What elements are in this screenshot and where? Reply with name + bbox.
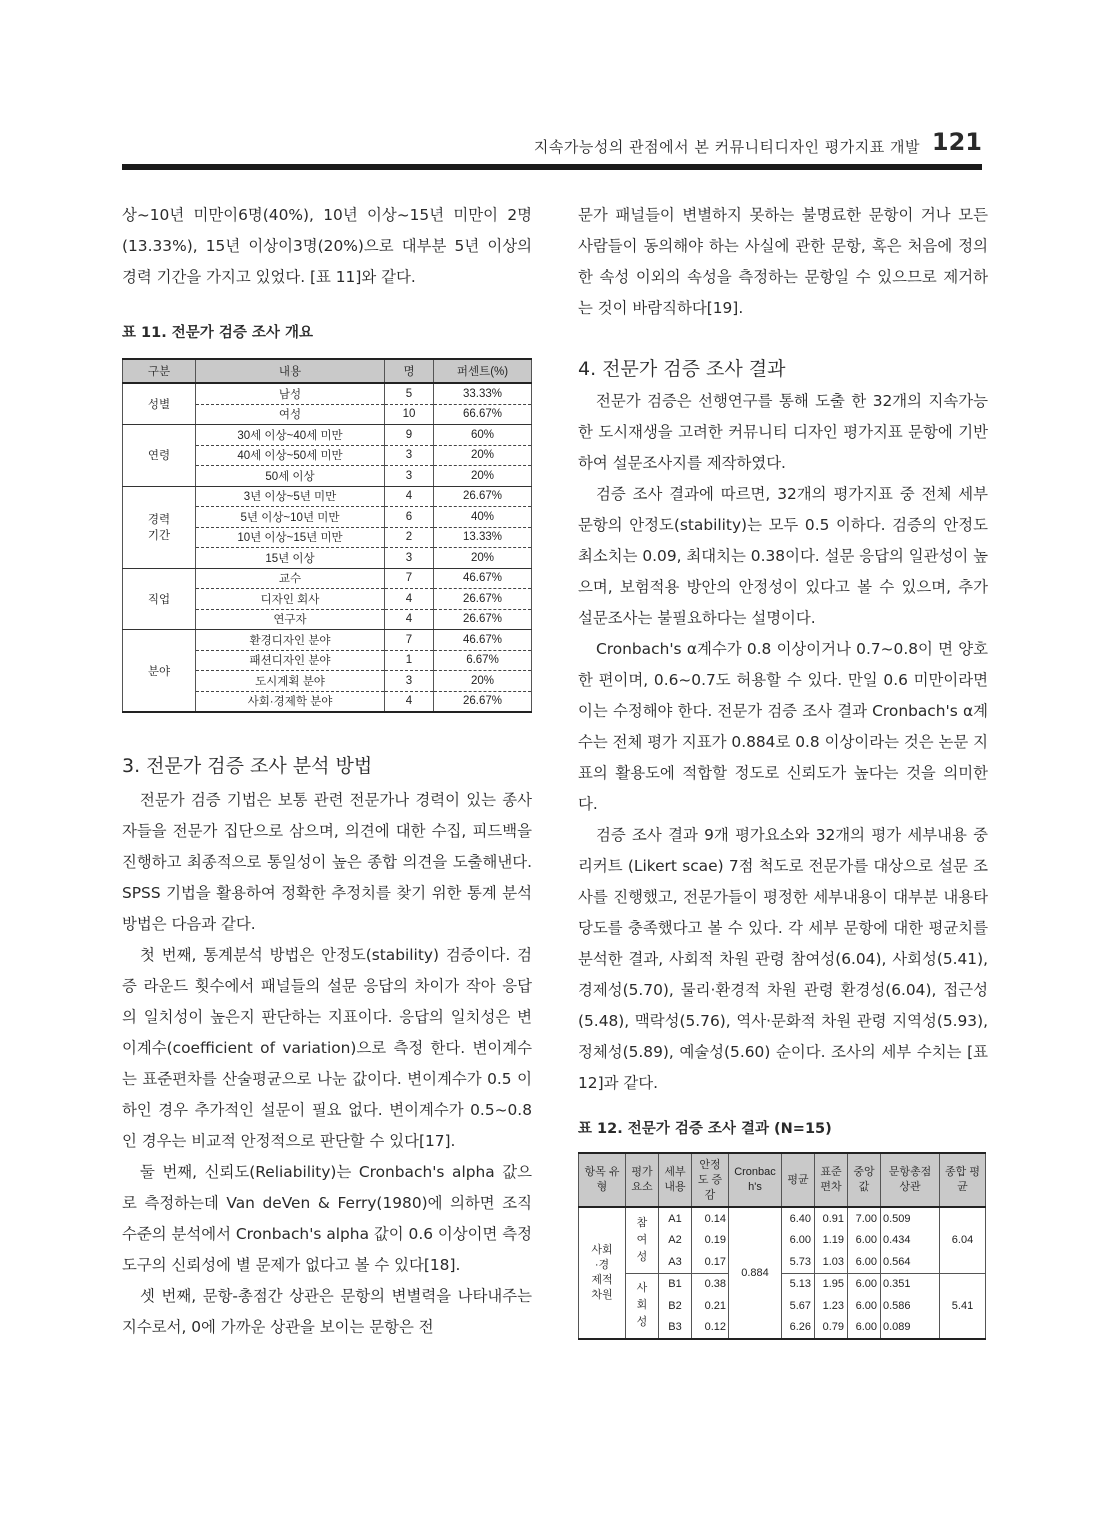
table-cell: 4	[385, 486, 434, 507]
table-cell: 패션디자인 분야	[196, 650, 385, 671]
table-cell: 33.33%	[434, 383, 532, 404]
table-cell: 20%	[434, 671, 532, 692]
table-cell: 15년 이상	[196, 548, 385, 569]
table-cell: 0.564	[881, 1251, 940, 1273]
table-cell: 7	[385, 568, 434, 589]
table-row	[123, 425, 532, 446]
table-12	[578, 1152, 986, 1340]
group-cell: 직업	[123, 568, 196, 630]
table-cell: 5.13	[782, 1273, 815, 1295]
table-cell: 46.67%	[434, 568, 532, 589]
running-title: 지속가능성의 관점에서 본 커뮤니티디자인 평가지표 개발	[533, 138, 920, 156]
table-11	[122, 358, 532, 713]
column-header: 내용	[196, 359, 385, 383]
table-cell: 26.67%	[434, 691, 532, 712]
table-cell: 디자인 회사	[196, 589, 385, 610]
group-cell: 분야	[123, 630, 196, 713]
column-header: 표준 편차	[815, 1153, 848, 1207]
table-cell: A1	[659, 1207, 692, 1230]
table-cell: 26.67%	[434, 609, 532, 630]
table-cell: 6.26	[782, 1317, 815, 1340]
table-cell: 26.67%	[434, 589, 532, 610]
table-cell: 환경디자인 분야	[196, 630, 385, 651]
column-header: 안정 도 증감	[692, 1153, 729, 1207]
table-cell: B1	[659, 1273, 692, 1295]
table-cell: 교수	[196, 568, 385, 589]
header-rule	[122, 164, 982, 170]
table-cell: 6.00	[848, 1317, 881, 1340]
table-cell: 사회·경제학 분야	[196, 691, 385, 712]
table-caption: 표 11. 전문가 검증 조사 개요	[122, 325, 313, 341]
table-cell: 0.38	[692, 1273, 729, 1295]
table-row	[123, 568, 532, 589]
column-header: 평균	[782, 1153, 815, 1207]
table-header-row	[579, 1153, 986, 1207]
paragraph: 첫 번째, 통계분석 방법은 안정도(stability) 검증이다. 검증 라운드 횟수에서 패널들의 설문 응답의 차이가 작아 응답의 일치성이 높은지 판단하는 지표이다. 응답의 일치성은 변이계수(coefficient of variation)으로 측정 한다. 변이계수는 표준편차를 산술평균으로 나눈 값이다. 변이계수가 0.5 이하인 경우 추가적인 설문이 필요 없다. 변이계수가 0.5~0.8인 경우는 비교적 안정적으로 판단할 수 있다[17].	[122, 946, 532, 1150]
table-cell: 46.67%	[434, 630, 532, 651]
left-column	[122, 200, 532, 1343]
table-cell: 0.12	[692, 1317, 729, 1340]
table-cell: 6.00	[848, 1273, 881, 1295]
table-cell: 60%	[434, 425, 532, 446]
table-row	[123, 486, 532, 507]
table-cell: 4	[385, 691, 434, 712]
dimension-cell: 사회 ·경 제적 차원	[579, 1207, 626, 1339]
table-cell: 0.91	[815, 1207, 848, 1230]
table-cell: 1	[385, 650, 434, 671]
total-cell: 5.41	[940, 1273, 986, 1339]
table-caption: 표 12. 전문가 검증 조사 결과 (N=15)	[578, 1121, 832, 1137]
section-title: 4. 전문가 검증 조사 결과	[578, 358, 786, 380]
column-header: 퍼센트(%)	[434, 359, 532, 383]
table-cell: 6.00	[848, 1251, 881, 1273]
table-cell: 26.67%	[434, 486, 532, 507]
paragraph: 셋 번째, 문항-총점간 상관은 문항의 변별력을 나타내주는 지수로서, 0에 가까운 상관을 보이는 문항은 전	[122, 1287, 532, 1336]
table-cell: 0.14	[692, 1207, 729, 1230]
column-header: 구분	[123, 359, 196, 383]
table-cell: 4	[385, 609, 434, 630]
total-cell: 6.04	[940, 1207, 986, 1273]
table-cell: 3년 이상~5년 미만	[196, 486, 385, 507]
table-cell: 66.67%	[434, 404, 532, 425]
element-cell: 사 회 성	[626, 1273, 659, 1339]
table-cell: 40세 이상~50세 미만	[196, 445, 385, 466]
column-header: 종합 평균	[940, 1153, 986, 1207]
table-cell: 0.089	[881, 1317, 940, 1340]
table-cell: 연구자	[196, 609, 385, 630]
table-cell: 0.351	[881, 1273, 940, 1295]
table-cell: 3	[385, 548, 434, 569]
cronbach-cell: 0.884	[729, 1207, 782, 1339]
paragraph: 상~10년 미만이6명(40%), 10년 이상~15년 미만이 2명(13.33%), 15년 이상이3명(20%)으로 대부분 5년 이상의 경력 기간을 가지고 있었다. [표 11]와 같다.	[122, 206, 532, 286]
column-header: 중앙 값	[848, 1153, 881, 1207]
table-cell: B2	[659, 1295, 692, 1317]
table-cell: 5	[385, 383, 434, 404]
paragraph: 둘 번째, 신뢰도(Reliability)는 Cronbach's alpha 값으로 측정하는데 Van deVen & Ferry(1980)에 의하면 조직 수준의 분석에서 Cronbach's alpha 값이 0.6 이상이면 측정 도구의 신뢰성에 별 문제가 없다고 볼 수 있다[18].	[122, 1163, 532, 1274]
table-row	[579, 1273, 986, 1295]
table-cell: 5.73	[782, 1251, 815, 1273]
table-cell: 여성	[196, 404, 385, 425]
table-cell: 40%	[434, 507, 532, 528]
table-cell: 9	[385, 425, 434, 446]
table-cell: 50세 이상	[196, 466, 385, 487]
table-cell: 0.21	[692, 1295, 729, 1317]
table-cell: 0.17	[692, 1251, 729, 1273]
table-cell: 1.03	[815, 1251, 848, 1273]
paragraph: 전문가 검증 기법은 보통 관련 전문가나 경력이 있는 종사자들을 전문가 집단으로 삼으며, 의견에 대한 수집, 피드백을 진행하고 최종적으로 통일성이 높은 종합 의견을 도출해낸다. SPSS 기법을 활용하여 정확한 추정치를 찾기 위한 통계 분석 방법은 다음과 같다.	[122, 791, 532, 933]
table-cell: 6.00	[782, 1230, 815, 1252]
column-header: 세부 내용	[659, 1153, 692, 1207]
table-cell: 7	[385, 630, 434, 651]
table-cell: 6.67%	[434, 650, 532, 671]
table-cell: 2	[385, 527, 434, 548]
table-cell: 0.434	[881, 1230, 940, 1252]
page-number: 121	[931, 128, 982, 156]
table-cell: 20%	[434, 445, 532, 466]
table-cell: 0.19	[692, 1230, 729, 1252]
table-cell: 10년 이상~15년 미만	[196, 527, 385, 548]
table-cell: 6	[385, 507, 434, 528]
table-cell: B3	[659, 1317, 692, 1340]
table-cell: 1.95	[815, 1273, 848, 1295]
table-row	[123, 383, 532, 404]
paragraph: 전문가 검증은 선행연구를 통해 도출 한 32개의 지속가능한 도시재생을 고려한 커뮤니티 디자인 평가지표 문항에 기반하여 설문조사지를 제작하였다.	[578, 392, 988, 472]
element-cell: 참 여 성	[626, 1207, 659, 1273]
group-cell: 연령	[123, 425, 196, 487]
table-cell: A2	[659, 1230, 692, 1252]
table-cell: 도시계획 분야	[196, 671, 385, 692]
table-cell: 6.00	[848, 1230, 881, 1252]
table-cell: 5.67	[782, 1295, 815, 1317]
table-cell: 6.00	[848, 1295, 881, 1317]
table-cell: 0.79	[815, 1317, 848, 1340]
column-header: 문항총점 상관	[881, 1153, 940, 1207]
running-header	[122, 128, 982, 162]
group-cell: 성별	[123, 383, 196, 425]
table-cell: 0.586	[881, 1295, 940, 1317]
table-cell: 30세 이상~40세 미만	[196, 425, 385, 446]
table-cell: 6.40	[782, 1207, 815, 1230]
table-cell: 7.00	[848, 1207, 881, 1230]
section-title: 3. 전문가 검증 조사 분석 방법	[122, 755, 373, 777]
table-cell: 10	[385, 404, 434, 425]
table-header-row	[123, 359, 532, 383]
table-cell: A3	[659, 1251, 692, 1273]
table-cell: 4	[385, 589, 434, 610]
table-cell: 3	[385, 671, 434, 692]
table-cell: 20%	[434, 548, 532, 569]
table-body	[579, 1207, 986, 1339]
column-header: Cronbac h's	[729, 1153, 782, 1207]
table-cell: 남성	[196, 383, 385, 404]
table-cell: 3	[385, 445, 434, 466]
right-column	[578, 200, 988, 1340]
table-row	[123, 630, 532, 651]
group-cell: 경력 기간	[123, 486, 196, 568]
table-cell: 0.509	[881, 1207, 940, 1230]
column-header: 항목 유형	[579, 1153, 626, 1207]
table-cell: 20%	[434, 466, 532, 487]
table-body	[123, 383, 532, 712]
table-cell: 1.19	[815, 1230, 848, 1252]
paragraph: Cronbach's α계수가 0.8 이상이거나 0.7~0.8이 면 양호한 편이며, 0.6~0.7도 허용할 수 있다. 만일 0.6 미만이라면 이는 수정해야 한다. 전문가 검증 조사 결과 Cronbach's α계수는 전체 평가 지표가 0.884로 0.8 이상이라는 것은 논문 지표의 활용도에 적합할 정도로 신뢰도가 높다는 것을 의미한다.	[578, 640, 988, 813]
table-cell: 5년 이상~10년 미만	[196, 507, 385, 528]
table-row	[579, 1207, 986, 1230]
table-cell: 1.23	[815, 1295, 848, 1317]
table-cell: 13.33%	[434, 527, 532, 548]
column-header: 평가 요소	[626, 1153, 659, 1207]
paragraph: 검증 조사 결과에 따르면, 32개의 평가지표 중 전체 세부 문항의 안정도(stability)는 모두 0.5 이하다. 검증의 안정도 최소치는 0.09, 최대치는 0.38이다. 설문 응답의 일관성이 높으며, 보험적용 방안의 안정성이 있다고 볼 수 있으며, 추가 설문조사는 불필요하다는 설명이다.	[578, 485, 988, 627]
paragraph: 문가 패널들이 변별하지 못하는 불명료한 문항이 거나 모든 사람들이 동의해야 하는 사실에 관한 문항, 혹은 처음에 정의한 속성 이외의 속성을 측정하는 문항일 수 있으므로 제거하는 것이 바람직하다[19].	[578, 206, 988, 317]
table-cell: 3	[385, 466, 434, 487]
paragraph: 검증 조사 결과 9개 평가요소와 32개의 평가 세부내용 중 리커트 (Likert scae) 7점 척도로 전문가를 대상으로 설문 조사를 진행했고, 전문가들이 평정한 세부내용이 대부분 내용타당도를 충족했다고 볼 수 있다. 각 세부 문항에 대한 평균치를 분석한 결과, 사회적 차원 관령 참여성(6.04), 사회성(5.41), 경제성(5.70), 물리·환경적 차원 관령 환경성(6.04), 접근성(5.48), 맥락성(5.76), 역사·문화적 차원 관령 지역성(5.93), 정체성(5.89), 예술성(5.60) 순이다. 조사의 세부 수치는 [표 12]과 같다.	[578, 826, 988, 1092]
column-header: 명	[385, 359, 434, 383]
